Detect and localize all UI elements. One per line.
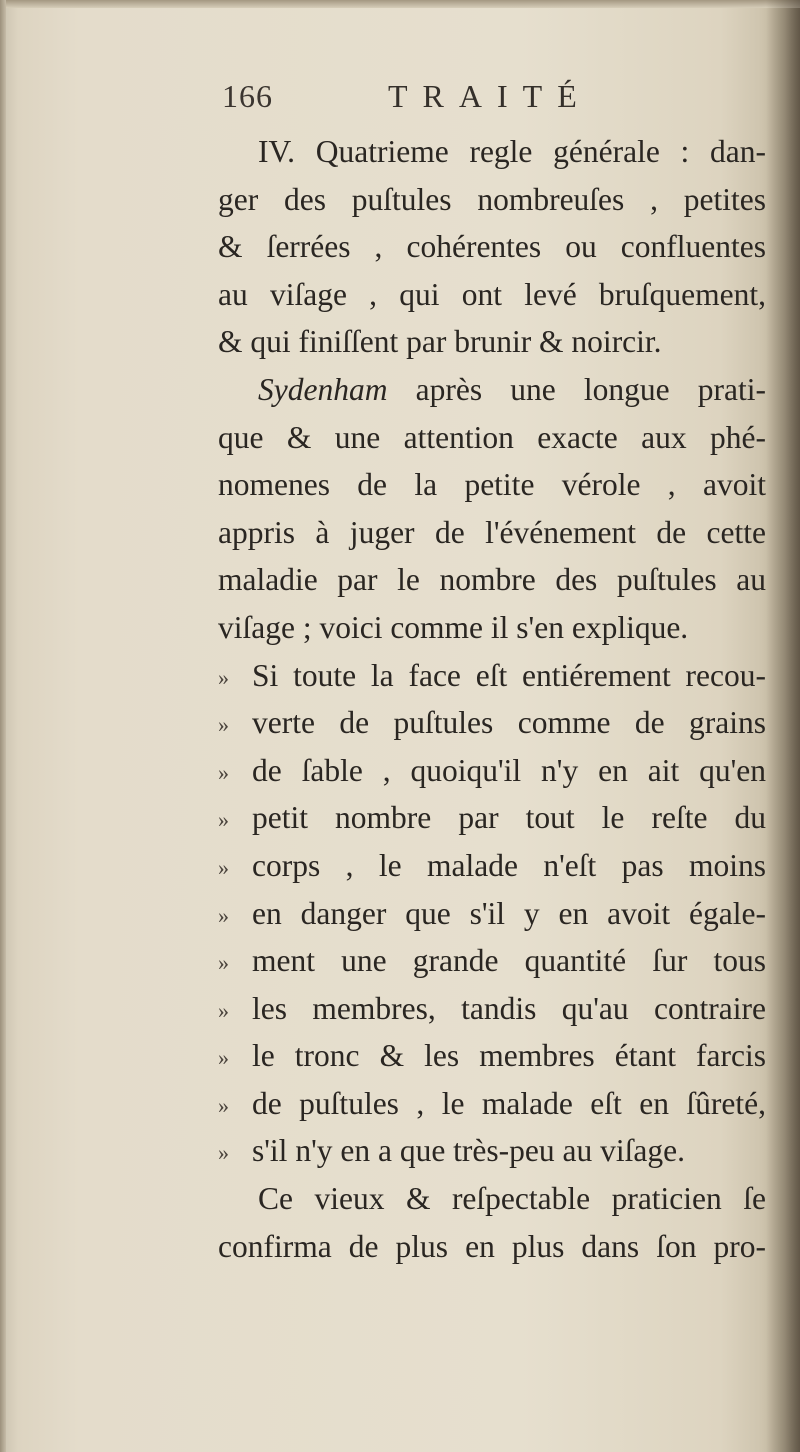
- binding-gutter-shadow: [766, 0, 800, 1452]
- text-line: [218, 461, 766, 509]
- text-line: [218, 985, 766, 1033]
- quote-mark: »: [218, 664, 229, 690]
- line-text: en danger que s'il y en avoit égale-: [252, 895, 766, 931]
- text-line: [218, 128, 766, 176]
- text-line: [218, 890, 766, 938]
- line-text: verte de puſtules comme de grains: [252, 705, 766, 741]
- line-text: au viſage , qui ont levé bruſquement,: [218, 276, 766, 312]
- line-text: de puſtules , le malade eſt en ſûreté,: [252, 1085, 766, 1121]
- text-line: [218, 699, 766, 747]
- line-text: & ſerrées , cohérentes ou confluentes: [218, 229, 766, 265]
- line-text: Ce vieux & reſpectable praticien ſe: [258, 1181, 766, 1217]
- line-text: nomenes de la petite vérole , avoit: [218, 467, 766, 503]
- text-line: [218, 937, 766, 985]
- quote-mark: »: [218, 1140, 229, 1166]
- line-text: ment une grande quantité ſur tous: [252, 943, 766, 979]
- line-text: s'il n'y en a que très-peu au viſage.: [252, 1133, 685, 1169]
- quote-mark: »: [218, 854, 229, 880]
- text-line: [218, 1127, 766, 1175]
- line-text: IV. Quatrieme regle générale : dan-: [258, 134, 766, 169]
- quote-mark: »: [218, 902, 229, 928]
- line-text: petit nombre par tout le reſte du: [252, 800, 766, 836]
- text-line: [218, 223, 766, 271]
- line-text: de ſable , quoiqu'il n'y en ait qu'en: [252, 752, 766, 788]
- quote-mark: »: [218, 950, 229, 976]
- line-text: viſage ; voici comme il s'en explique.: [218, 609, 689, 645]
- quote-mark: »: [218, 712, 229, 738]
- italic-name: Sydenham: [258, 371, 388, 407]
- text-line: [218, 842, 766, 890]
- line-text: que & une attention exacte aux phé-: [218, 419, 766, 455]
- text-line: [218, 556, 766, 604]
- line-text: & qui finiſſent par brunir & noircir.: [218, 324, 662, 360]
- text-line: [218, 652, 766, 700]
- page-left-edge: [0, 0, 6, 1452]
- text-line: [218, 366, 766, 414]
- text-line: [218, 1175, 766, 1223]
- line-text: les membres, tandis qu'au contraire: [252, 990, 766, 1026]
- line-text: après une longue prati-: [387, 371, 766, 407]
- text-line: [218, 1223, 766, 1271]
- quote-mark: »: [218, 1045, 229, 1071]
- line-text: Si toute la face eſt entiérement recou-: [252, 657, 766, 693]
- line-text: confirma de plus en plus dans ſon pro-: [218, 1228, 766, 1264]
- line-text: corps , le malade n'eſt pas moins: [252, 847, 766, 883]
- text-line: [218, 604, 766, 652]
- text-line: [218, 271, 766, 319]
- text-line: [218, 318, 766, 366]
- text-line: [218, 176, 766, 224]
- text-line: [218, 1032, 766, 1080]
- quote-mark: »: [218, 807, 229, 833]
- quote-mark: »: [218, 1092, 229, 1118]
- body-text: [218, 128, 766, 1270]
- line-text: maladie par le nombre des puſtules au: [218, 562, 766, 598]
- text-line: [218, 794, 766, 842]
- running-head-title: TRAITÉ: [388, 78, 592, 114]
- running-head: [222, 78, 782, 118]
- text-line: [218, 1080, 766, 1128]
- text-line: [218, 747, 766, 795]
- text-line: [218, 414, 766, 462]
- quote-mark: »: [218, 997, 229, 1023]
- line-text: ger des puſtules nombreuſes , petites: [218, 181, 766, 217]
- text-line: [218, 509, 766, 557]
- line-text: le tronc & les membres étant farcis: [252, 1038, 766, 1074]
- page-number: 166: [222, 78, 273, 114]
- quote-mark: »: [218, 759, 229, 785]
- page-top-edge: [0, 0, 800, 8]
- line-text: appris à juger de l'événement de cette: [218, 514, 766, 550]
